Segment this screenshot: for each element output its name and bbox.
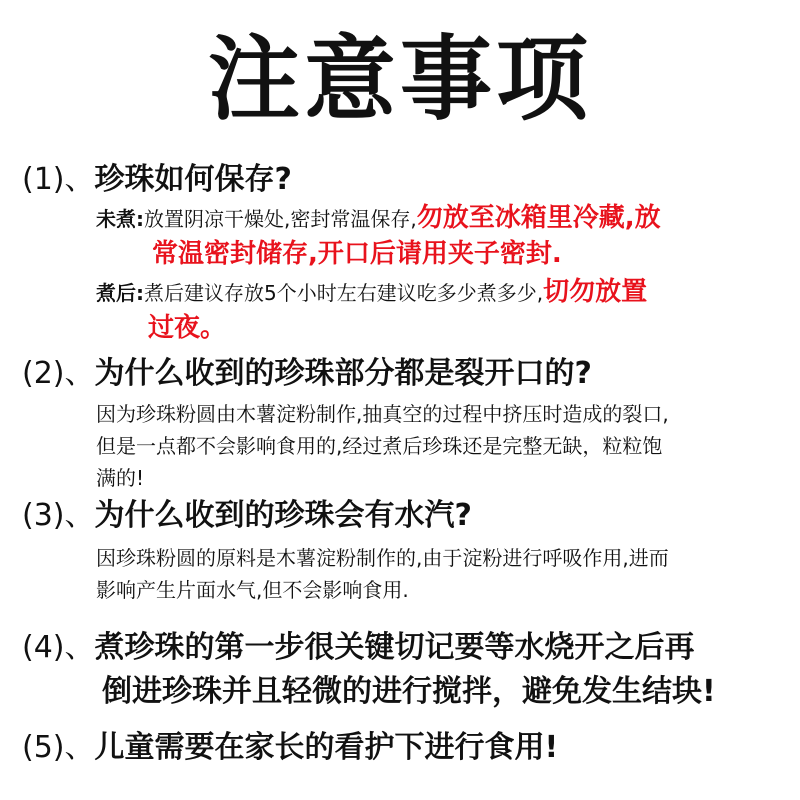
note-text: 儿童需要在家长的看护下进行食用! bbox=[94, 730, 559, 765]
question-number: (2)、 bbox=[22, 356, 95, 391]
question-text: 为什么收到的珍珠部分都是裂开口的? bbox=[94, 356, 592, 391]
question-1 bbox=[22, 160, 292, 200]
question-number: (1)、 bbox=[22, 162, 95, 197]
note-text: 煮珍珠的第一步很关键切记要等水烧开之后再 bbox=[94, 630, 695, 665]
answer-line: 影响产生片面水气,但不会影响食用. bbox=[96, 578, 409, 602]
answer-boiled bbox=[96, 276, 776, 309]
answer-label: 煮后: bbox=[96, 281, 144, 305]
question-2 bbox=[22, 354, 592, 394]
answer-warning: 切勿放置 bbox=[543, 277, 648, 307]
answer-line: 满的! bbox=[96, 466, 145, 490]
note-number: (4)、 bbox=[22, 630, 95, 665]
answer-unboiled bbox=[96, 202, 776, 235]
answer-text: 放置阴凉干燥处,密封常温保存, bbox=[144, 207, 417, 231]
note-4 bbox=[22, 626, 792, 714]
note-text-cont: 倒进珍珠并且轻微的进行搅拌，避免发生结块! bbox=[102, 674, 716, 709]
answer-2 bbox=[96, 398, 776, 494]
question-text: 为什么收到的珍珠会有水汽? bbox=[94, 498, 472, 533]
answer-warning: 常温密封储存,开口后请用夹子密封. bbox=[152, 239, 562, 269]
answer-text: 煮后建议存放5个小时左右建议吃多少煮多少, bbox=[144, 281, 544, 305]
note-number: (5)、 bbox=[22, 730, 95, 765]
answer-warning: 勿放至冰箱里冷藏,放 bbox=[416, 203, 661, 233]
answer-label: 未煮: bbox=[96, 207, 144, 231]
answer-unboiled-cont bbox=[152, 238, 800, 271]
answer-warning: 过夜。 bbox=[148, 313, 227, 343]
answer-line: 因珍珠粉圆的原料是木薯淀粉制作的,由于淀粉进行呼吸作用,进而 bbox=[96, 546, 669, 570]
answer-line: 但是一点都不会影响食用的,经过煮后珍珠还是完整无缺，粒粒饱 bbox=[96, 434, 663, 458]
question-number: (3)、 bbox=[22, 498, 95, 533]
answer-line: 因为珍珠粉圆由木薯淀粉制作,抽真空的过程中挤压时造成的裂口, bbox=[96, 402, 669, 426]
answer-3 bbox=[96, 542, 776, 606]
question-text: 珍珠如何保存? bbox=[94, 162, 292, 197]
question-3 bbox=[22, 496, 472, 536]
answer-boiled-cont bbox=[148, 312, 800, 345]
page-title: 注意事项 bbox=[207, 26, 592, 133]
note-5 bbox=[22, 726, 792, 770]
